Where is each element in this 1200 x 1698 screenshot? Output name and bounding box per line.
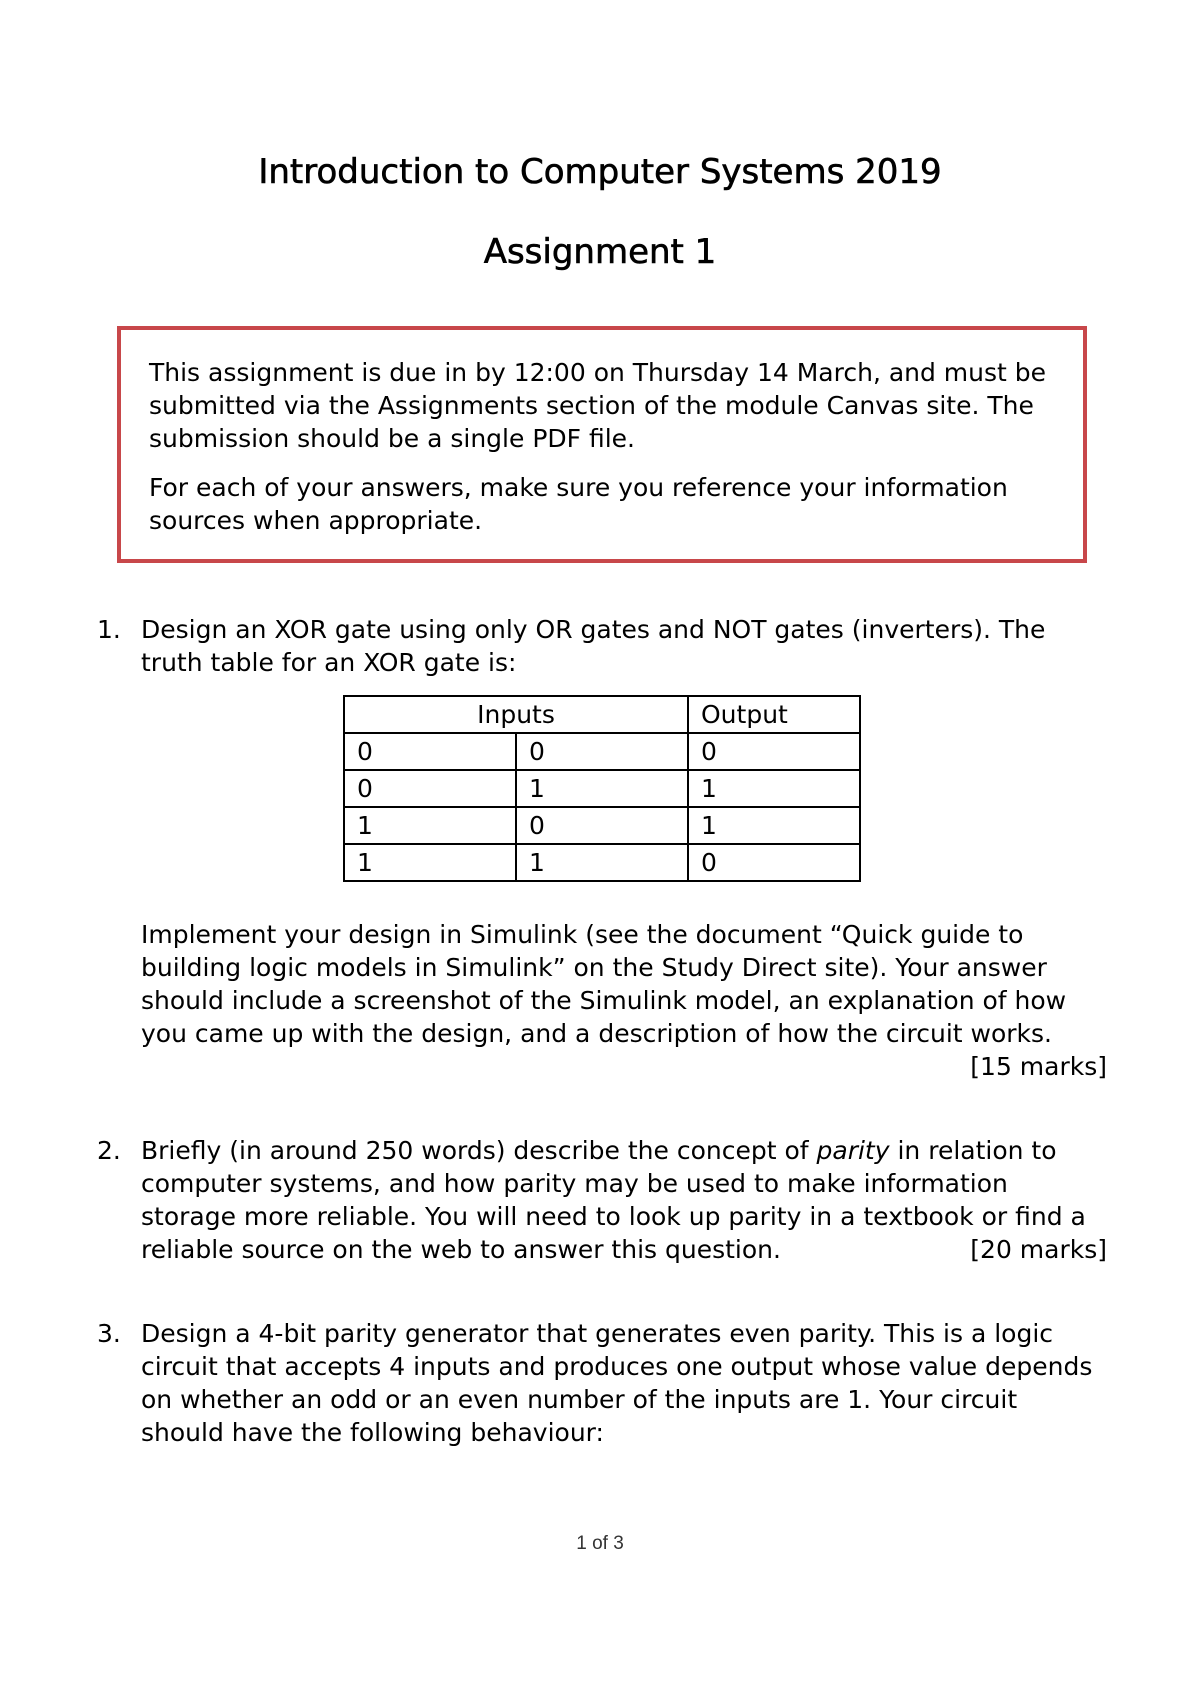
truth-table-row bbox=[344, 770, 860, 807]
question-2-marks: [20 marks] bbox=[970, 1235, 1107, 1264]
question-3-text: Design a 4-bit parity generator that generates even parity. This is a logic circuit that accepts 4 inputs and produces one output whose value depends on whether an odd or an even number of the inputs are 1. Your circuit should have the following behaviour: bbox=[141, 1319, 1093, 1447]
course-title: Introduction to Computer Systems 2019 bbox=[258, 152, 942, 192]
truth-table-row bbox=[344, 733, 860, 770]
truth-table-row bbox=[344, 807, 860, 844]
truth-table-cell: 1 bbox=[688, 807, 860, 844]
question-2-text bbox=[141, 1134, 1107, 1266]
question-1-intro: Design an XOR gate using only OR gates and NOT gates (inverters). The truth table for an XOR gate is: bbox=[141, 615, 1046, 677]
truth-table-cell: 0 bbox=[688, 733, 860, 770]
truth-table-cell: 1 bbox=[688, 770, 860, 807]
due-date-notice-box bbox=[117, 326, 1087, 563]
truth-table-header-inputs: Inputs bbox=[344, 696, 688, 733]
truth-table-header-row bbox=[344, 696, 860, 733]
truth-table-cell: 0 bbox=[344, 733, 516, 770]
question-2-text-before: Briefly (in around 250 words) describe the concept of bbox=[141, 1136, 817, 1165]
truth-table-header-output: Output bbox=[688, 696, 860, 733]
truth-table-cell: 0 bbox=[516, 807, 688, 844]
notice-paragraph-references: For each of your answers, make sure you reference your information sources when appropriate. bbox=[149, 473, 1008, 535]
question-1-number: 1. bbox=[97, 615, 121, 644]
notice-paragraph-submission: This assignment is due in by 12:00 on Thursday 14 March, and must be submitted via the Assignments section of the module Canvas site. The submission should be a single PDF file. bbox=[149, 358, 1047, 453]
question-1-marks: [15 marks] bbox=[970, 1052, 1107, 1081]
xor-truth-table bbox=[343, 695, 861, 882]
truth-table-cell: 0 bbox=[344, 770, 516, 807]
question-2-number: 2. bbox=[97, 1136, 121, 1165]
assignment-title: Assignment 1 bbox=[483, 232, 717, 272]
truth-table-cell: 1 bbox=[344, 844, 516, 881]
question-2-text-after: in relation to computer systems, and how parity may be used to make information storage more reliable. You will need to look up parity in a textbook or find a reliable source on the web to answer this question. bbox=[141, 1136, 1086, 1264]
truth-table-cell: 1 bbox=[344, 807, 516, 844]
truth-table-cell: 0 bbox=[516, 733, 688, 770]
question-3-number: 3. bbox=[97, 1319, 121, 1348]
page-number: 1 of 3 bbox=[576, 1533, 624, 1554]
truth-table-cell: 1 bbox=[516, 844, 688, 881]
truth-table-row bbox=[344, 844, 860, 881]
question-2-emphasis: parity bbox=[816, 1136, 890, 1165]
truth-table-cell: 0 bbox=[688, 844, 860, 881]
truth-table-cell: 1 bbox=[516, 770, 688, 807]
question-1-text: Implement your design in Simulink (see the document “Quick guide to building logic models in Simulink” on the Study Direct site). Your answer should include a screenshot of the Simulink model, an explanation of how you came up with the design, and a description of how the circuit works. bbox=[141, 920, 1067, 1048]
